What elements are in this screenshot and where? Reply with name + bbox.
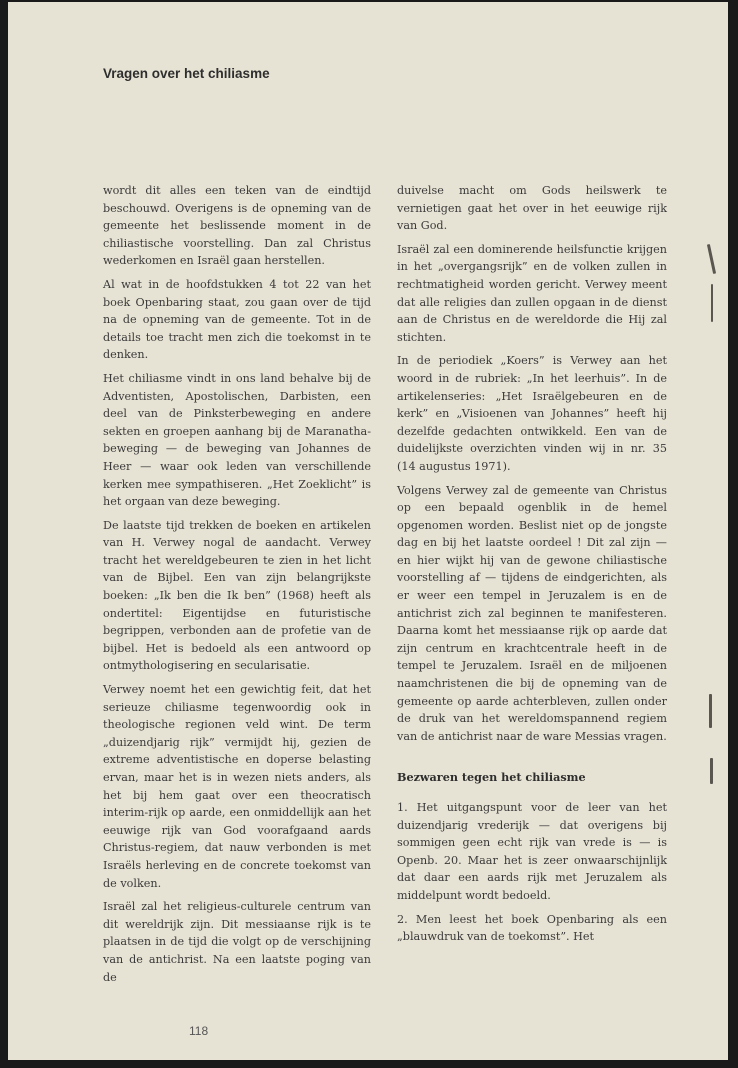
scan-mark bbox=[709, 694, 712, 728]
paragraph: wordt dit alles een teken van de eindtijd beschouwd. Overigens is de opneming van de gemeente het beslissende moment in de chiliastische voorstelling. Dan zal Christus wederkomen en Israël gaan herstellen. bbox=[103, 184, 371, 268]
paragraph: Het chiliasme vindt in ons land behalve bij de Adventisten, Apostolischen, Darbisten, een deel van de Pinksterbeweging en andere sekten en groepen aanhang bij de Maranatha-beweging — de beweging van Johannes de Heer — waar ook leden van verschillende kerken mee sympathiseren. „Het Zoeklicht” is het orgaan van deze beweging. bbox=[103, 371, 371, 509]
scan-mark bbox=[711, 284, 713, 322]
paragraph: duivelse macht om Gods heilswerk te vernietigen gaat het over in het eeuwige rijk van God. bbox=[397, 184, 667, 233]
paragraph: Volgens Verwey zal de gemeente van Christus op een bepaald ogenblik in de hemel opgenomen worden. Beslist niet op de jongste dag en bij het laatste oordeel ! Dit zal zijn — en hier wijkt hij van de gewone chiliastische voorstelling af — tijdens de eindgerichten, als er weer een tempel in Jeruzalem is en de antichrist zich zal beginnen te manifesteren. Daarna komt het messiaanse rijk op aarde dat zijn centrum en krachtcentrale heeft in de tempel te Jeruzalem. Israël en de miljoenen naamchristenen die bij de opneming van de gemeente op aarde achterbleven, zullen onder de druk van het wereldomspannend regiem van de antichrist naar de ware Messias vragen. bbox=[397, 483, 667, 743]
paragraph: 1. Het uitgangspunt voor de leer van het duizendjarig vrederijk — dat overigens bij sommigen geen echt rijk van vrede is — is Openb. 20. Maar het is zeer onwaarschijnlijk dat daar een aards rijk met Jeruzalem als middelpunt wordt bedoeld. bbox=[397, 801, 667, 902]
paragraph: De laatste tijd trekken de boeken en artikelen van H. Verwey nogal de aandacht. Verwey tracht het wereldgebeuren te zien in het licht van de Bijbel. Een van zijn belangrijkste boeken: „Ik ben die Ik ben” (1968) heeft als ondertitel: Eigentijdse en futuristische begrippen, verbonden aan de profetie van de bijbel. Het is bedoeld als een antwoord op ontmythologisering en secularisatie. bbox=[103, 518, 371, 673]
section-heading: Bezwaren tegen het chiliasme bbox=[397, 770, 586, 785]
document-page bbox=[8, 2, 728, 1060]
page-number: 118 bbox=[189, 1024, 209, 1038]
paragraph: Verwey noemt het een gewichtig feit, dat het serieuze chiliasme tegenwoordig ook in theologische regionen veld wint. De term „duizendjarig rijk” vermijdt hij, gezien de extreme adventistische en doperse belasting ervan, maar het is in wezen niets anders, als het bij hem gaat over een theocratisch interim-rijk op aarde, een onmiddellijk aan het eeuwige rijk van God voorafgaand aards Christus-regiem, dat nauw verbonden is met Israëls herleving en de concrete toekomst van de volken. bbox=[103, 683, 371, 890]
scan-mark bbox=[710, 758, 713, 784]
left-column bbox=[103, 182, 371, 986]
paragraph: In de periodiek „Koers” is Verwey aan het woord in de rubriek: „In het leerhuis”. In de artikelenseries: „Het Israëlgebeuren en de kerk” en „Visioenen van Johannes” heeft hij dezelfde gedachten ontwikkeld. Een van de duidelijkste overzichten vinden wij in nr. 35 (14 augustus 1971). bbox=[397, 354, 667, 473]
paragraph: Al wat in de hoofdstukken 4 tot 22 van het boek Openbaring staat, zou gaan over de tijd na de opneming van de gemeente. Tot in de details toe tracht men zich die toekomst in te denken. bbox=[103, 277, 371, 362]
running-header: Vragen over het chiliasme bbox=[103, 66, 270, 81]
scan-mark bbox=[707, 244, 716, 274]
right-column bbox=[397, 182, 667, 946]
paragraph: Israël zal het religieus-culturele centrum van dit wereldrijk zijn. Dit messiaanse rijk is te plaatsen in de tijd die volgt op de verschijning van de antichrist. Na een laatste poging van de bbox=[103, 900, 371, 984]
paragraph: Israël zal een dominerende heilsfunctie krijgen in het „overgangsrijk” en de volken zullen in rechtmatigheid worden gericht. Verwey meent dat alle religies dan zullen opgaan in de dienst aan de Christus en de wereldorde die Hij zal stichten. bbox=[397, 242, 667, 344]
paragraph: 2. Men leest het boek Openbaring als een „blauwdruk van de toekomst”. Het bbox=[397, 912, 667, 944]
